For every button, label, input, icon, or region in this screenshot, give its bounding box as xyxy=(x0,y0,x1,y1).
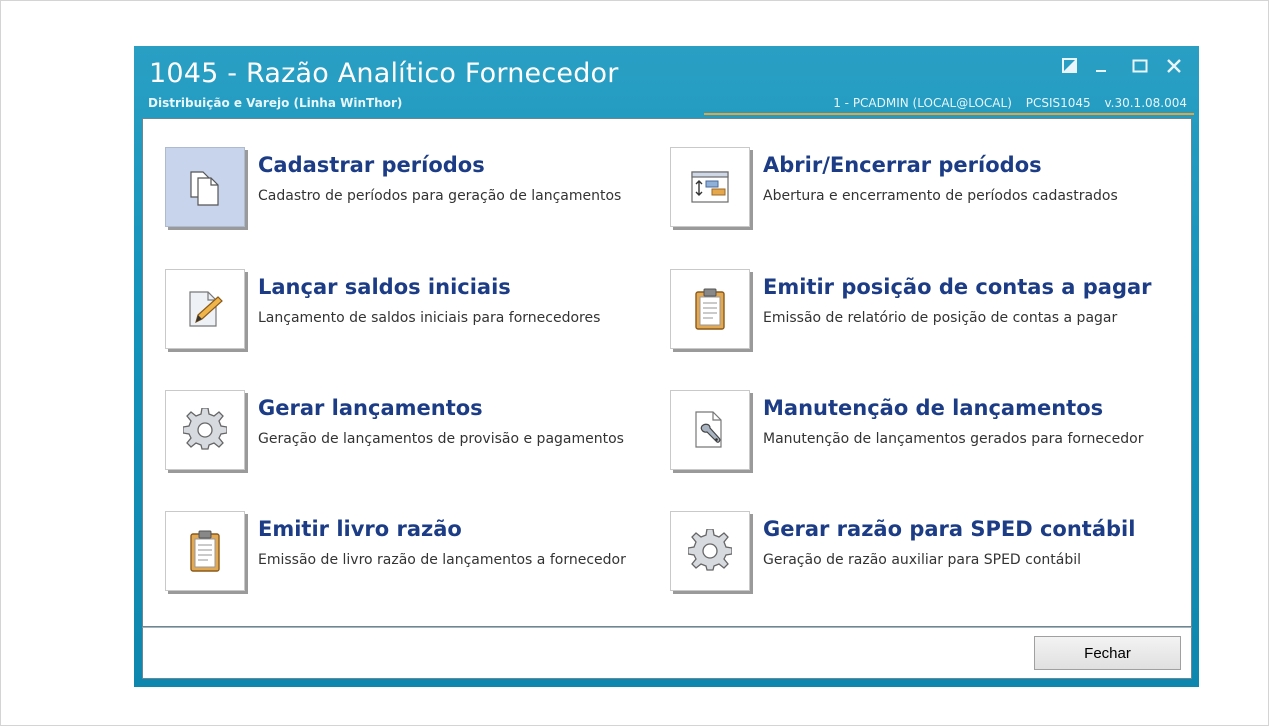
menu-item-title: Gerar lançamentos xyxy=(258,396,483,420)
user-info: 1 - PCADMIN (LOCAL@LOCAL) xyxy=(833,96,1012,110)
clipboard-icon xyxy=(693,287,727,331)
menu-item-gerar-lancamentos[interactable] xyxy=(165,390,645,475)
clipboard-icon xyxy=(188,529,222,573)
menu-item-desc: Cadastro de períodos para geração de lançamentos xyxy=(258,188,622,204)
menu-item-cadastrar-periodos[interactable] xyxy=(165,147,645,232)
close-button[interactable]: Fechar xyxy=(1034,636,1181,670)
menu-icon-box xyxy=(165,269,245,349)
menu-panel xyxy=(142,118,1192,627)
menu-item-gerar-razao-sped[interactable] xyxy=(670,511,1150,596)
menu-item-desc: Manutenção de lançamentos gerados para fornecedor xyxy=(763,431,1144,447)
document-pencil-icon xyxy=(184,288,226,330)
minimize-icon[interactable] xyxy=(1094,58,1110,79)
menu-item-emitir-livro-razao[interactable] xyxy=(165,511,645,596)
period-form-icon xyxy=(690,170,730,204)
menu-icon-box xyxy=(670,147,750,227)
menu-icon-box xyxy=(670,511,750,591)
document-wrench-icon xyxy=(691,409,729,451)
documents-icon xyxy=(187,167,223,207)
program-code: PCSIS1045 xyxy=(1025,96,1091,110)
version-info: v.30.1.08.004 xyxy=(1104,96,1187,110)
menu-item-title: Gerar razão para SPED contábil xyxy=(763,517,1136,541)
menu-icon-box xyxy=(670,269,750,349)
gear-icon xyxy=(183,408,227,452)
menu-item-title: Cadastrar períodos xyxy=(258,153,485,177)
session-info xyxy=(823,96,1187,110)
window-title: 1045 - Razão Analítico Fornecedor xyxy=(149,58,619,89)
menu-item-desc: Abertura e encerramento de períodos cadastrados xyxy=(763,188,1118,204)
menu-item-desc: Emissão de relatório de posição de contas a pagar xyxy=(763,310,1118,326)
menu-item-abrir-encerrar-periodos[interactable] xyxy=(670,147,1150,232)
menu-item-title: Abrir/Encerrar períodos xyxy=(763,153,1042,177)
app-window xyxy=(134,46,1199,687)
menu-item-desc: Emissão de livro razão de lançamentos a fornecedor xyxy=(258,552,626,568)
menu-item-desc: Geração de razão auxiliar para SPED contábil xyxy=(763,552,1082,568)
window-subtitle: Distribuição e Varejo (Linha WinThor) xyxy=(148,96,403,110)
menu-icon-box xyxy=(165,390,245,470)
menu-item-desc: Geração de lançamentos de provisão e pagamentos xyxy=(258,431,624,447)
menu-item-title: Manutenção de lançamentos xyxy=(763,396,1104,420)
close-window-icon[interactable] xyxy=(1166,58,1182,79)
menu-item-desc: Lançamento de saldos iniciais para fornecedores xyxy=(258,310,601,326)
menu-item-title: Emitir livro razão xyxy=(258,517,462,541)
restore-skin-icon[interactable] xyxy=(1062,58,1078,79)
title-accent-line xyxy=(704,113,1194,115)
menu-item-title: Emitir posição de contas a pagar xyxy=(763,275,1152,299)
menu-item-title: Lançar saldos iniciais xyxy=(258,275,511,299)
footer-bar xyxy=(142,627,1192,679)
menu-item-emitir-posicao-contas[interactable] xyxy=(670,269,1150,354)
gear-icon xyxy=(688,529,732,573)
menu-icon-box xyxy=(165,511,245,591)
menu-icon-box xyxy=(670,390,750,470)
menu-item-lancar-saldos-iniciais[interactable] xyxy=(165,269,645,354)
menu-item-manutencao-lancamentos[interactable] xyxy=(670,390,1150,475)
maximize-icon[interactable] xyxy=(1132,58,1148,79)
menu-icon-box xyxy=(165,147,245,227)
